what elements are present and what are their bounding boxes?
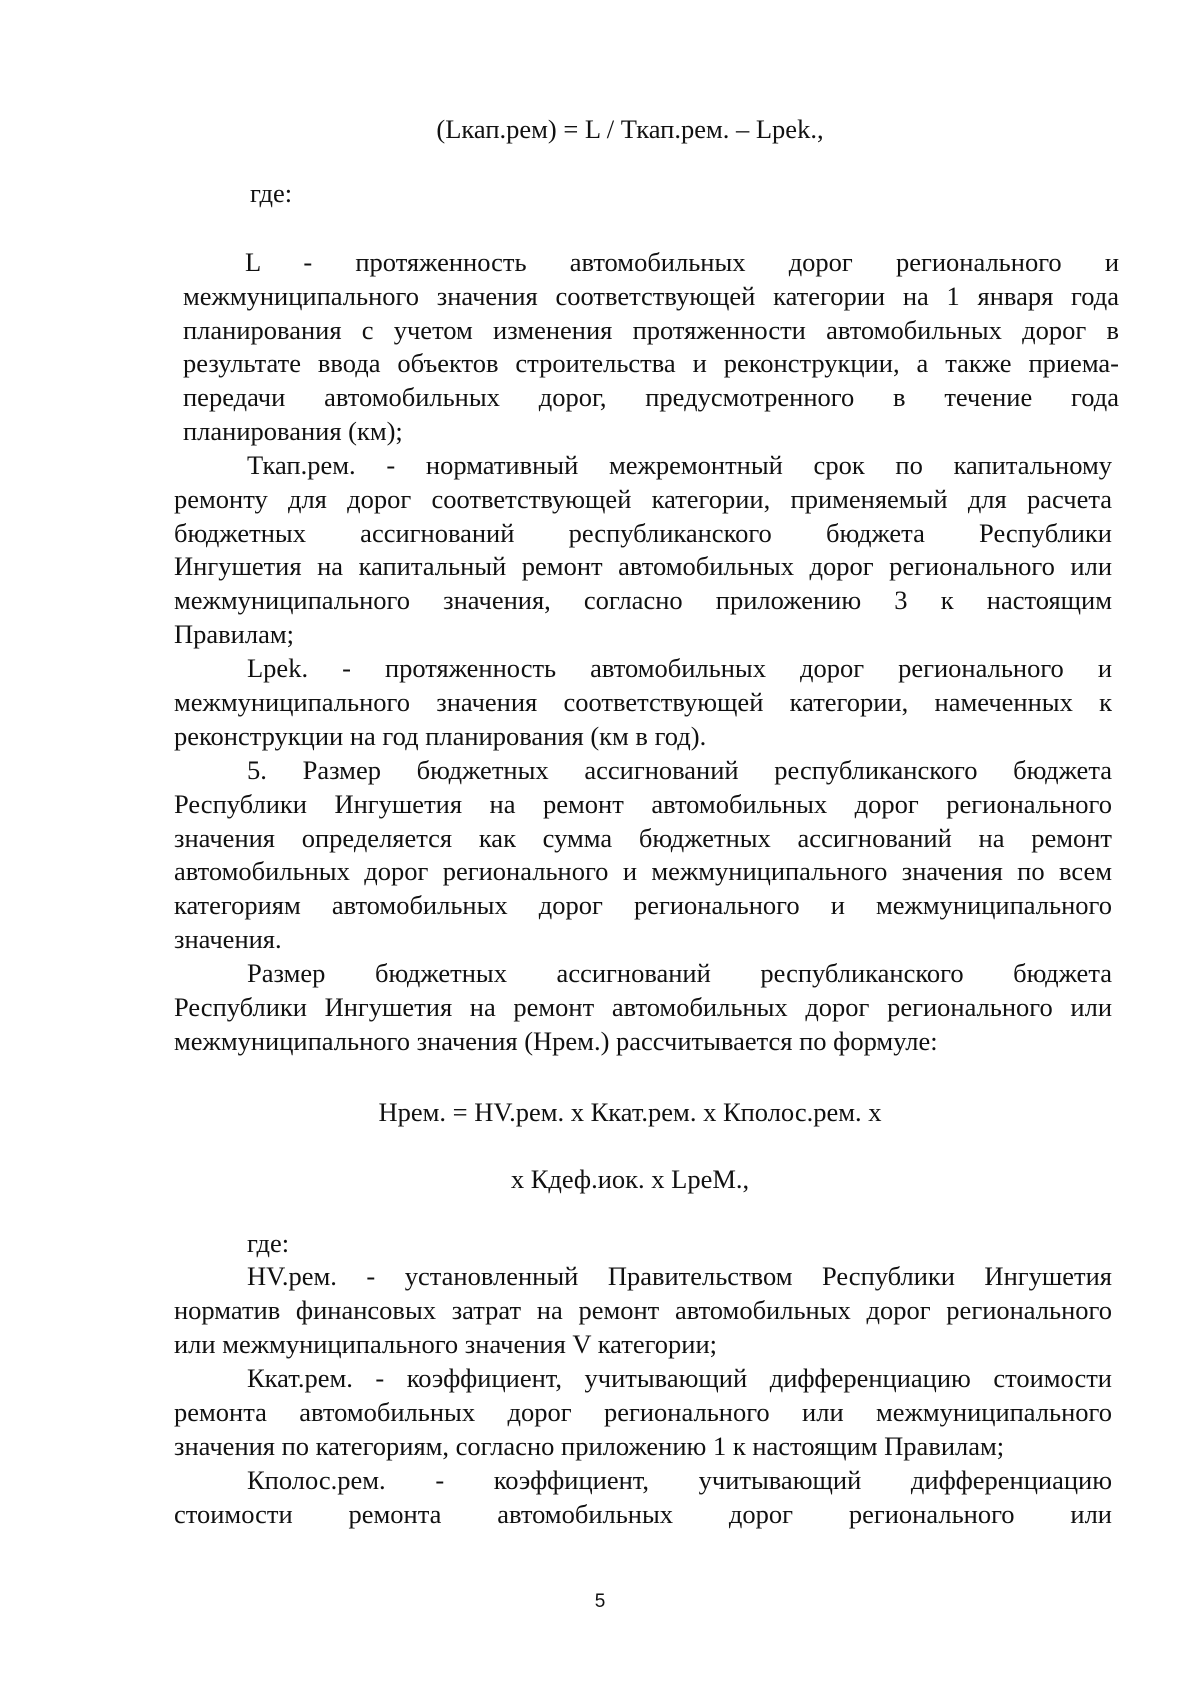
where-label: где: bbox=[247, 1228, 290, 1258]
text-line: Ингушетия на капитальный ремонт автомобильных дорог регионального или bbox=[174, 551, 1112, 582]
where-label: где: bbox=[250, 178, 293, 208]
definition-Lpek bbox=[174, 652, 1112, 753]
formula-capital-repair: (Lкап.рем) = L / Ткап.рем. – Lpek., bbox=[436, 114, 824, 144]
text-line: Ткап.рем. - нормативный межремонтный срок по капитальному bbox=[247, 450, 1112, 480]
formula-repair-line-2: х Кдеф.иок. х LpeM., bbox=[510, 1164, 750, 1194]
text-line: Кполос.рем. - коэффициент, учитывающий дифференциацию bbox=[247, 1465, 1112, 1495]
definition-HV bbox=[174, 1260, 1112, 1361]
text-line: Lpek. - протяженность автомобильных дорог регионального и bbox=[247, 653, 1112, 683]
text-line: результате ввода объектов строительства и реконструкции, а также приема- bbox=[183, 348, 1119, 379]
text-line: 5. Размер бюджетных ассигнований республиканского бюджета bbox=[247, 755, 1112, 785]
text-line: автомобильных дорог регионального и межмуниципального значения по всем bbox=[174, 856, 1112, 887]
text-line: межмуниципального значения (Нрем.) рассчитывается по формуле: bbox=[174, 1025, 938, 1056]
text-line: межмуниципального значения соответствующей категории, намеченных к bbox=[174, 686, 1112, 717]
text-line: Ккат.рем. - коэффициент, учитывающий дифференциацию стоимости bbox=[247, 1363, 1112, 1393]
text-line: ремонту для дорог соответствующей категории, применяемый для расчета bbox=[174, 483, 1112, 514]
text-line: Республики Ингушетия на ремонт автомобильных дорог регионального bbox=[174, 788, 1112, 819]
text-line: норматив финансовых затрат на ремонт автомобильных дорог регионального bbox=[174, 1294, 1112, 1325]
definition-Kkat bbox=[174, 1362, 1112, 1463]
text-line: планирования с учетом изменения протяженности автомобильных дорог в bbox=[183, 314, 1119, 345]
text-line: НV.рем. - установленный Правительством Республики Ингушетия bbox=[247, 1261, 1112, 1291]
definition-L bbox=[183, 246, 1119, 449]
text-line: или межмуниципального значения V категории; bbox=[174, 1328, 718, 1359]
paragraph-5 bbox=[174, 754, 1112, 957]
text-line: бюджетных ассигнований республиканского бюджета Республики bbox=[174, 517, 1112, 548]
text-line: планирования (км); bbox=[183, 415, 403, 446]
definition-Kpolos bbox=[174, 1464, 1112, 1532]
text-line: L - протяженность автомобильных дорог регионального и bbox=[245, 247, 1119, 277]
text-line: значения по категориям, согласно приложению 1 к настоящим Правилам; bbox=[174, 1430, 1005, 1461]
definition-T bbox=[174, 449, 1112, 652]
text-line: значения. bbox=[174, 923, 282, 954]
page-number: 5 bbox=[594, 1591, 606, 1612]
text-line: Республики Ингушетия на ремонт автомобильных дорог регионального или bbox=[174, 991, 1112, 1022]
text-line: значения определяется как сумма бюджетных ассигнований на ремонт bbox=[174, 822, 1112, 853]
formula-repair-line-1: Нрем. = НV.рем. х Ккат.рем. х Кполос.рем. х bbox=[378, 1097, 882, 1127]
paragraph-size bbox=[174, 957, 1112, 1058]
text-line: передачи автомобильных дорог, предусмотренного в течение года bbox=[183, 382, 1119, 413]
text-line: Правилам; bbox=[174, 618, 294, 649]
text-line: ремонта автомобильных дорог регионального или межмуниципального bbox=[174, 1396, 1112, 1427]
text-line: межмуниципального значения, согласно приложению 3 к настоящим bbox=[174, 585, 1112, 616]
text-line: межмуниципального значения соответствующей категории на 1 января года bbox=[183, 280, 1119, 311]
text-line: стоимости ремонта автомобильных дорог регионального или bbox=[174, 1498, 1112, 1529]
text-line: Размер бюджетных ассигнований республиканского бюджета bbox=[247, 958, 1112, 988]
text-line: категориям автомобильных дорог регионального и межмуниципального bbox=[174, 890, 1112, 921]
text-line: реконструкции на год планирования (км в год). bbox=[174, 720, 707, 751]
